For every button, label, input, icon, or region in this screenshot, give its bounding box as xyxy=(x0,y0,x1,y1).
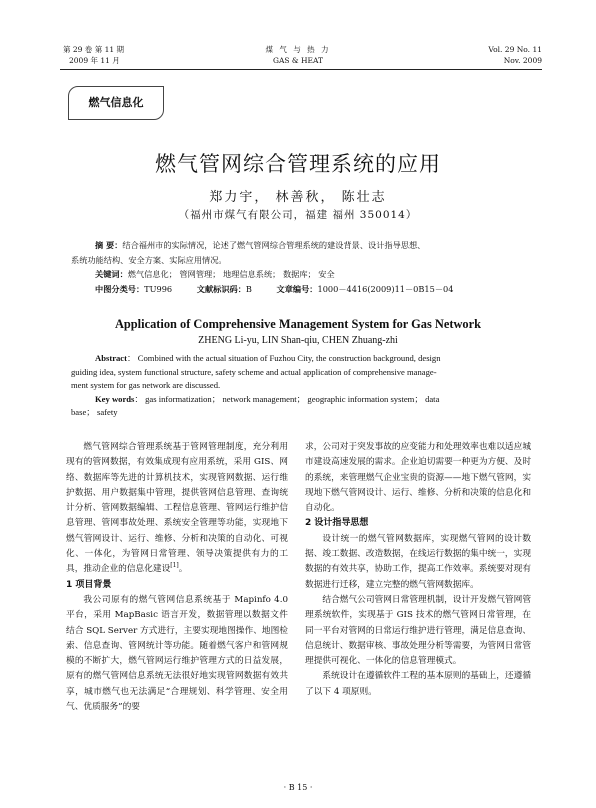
clc-label: 中图分类号： xyxy=(95,283,145,294)
keywords-cn-label: 关键词： xyxy=(95,269,128,279)
abstract-cn-text1: 结合福州市的实际情况，论述了燃气管网综合管理系统的建设背景、设计指导思想、 xyxy=(122,240,426,250)
body-left-column xyxy=(66,440,288,715)
section-heading-2: 2 设计指导思想 xyxy=(305,518,369,529)
paragraph xyxy=(66,440,288,578)
clc-value: TU996 xyxy=(144,283,173,294)
body-right-column xyxy=(305,440,531,700)
article-title-cn: 燃气管网综合管理系统的应用 xyxy=(155,152,441,176)
keywords-en-text2: base； safety xyxy=(71,407,118,417)
page-number: · B 15 · xyxy=(283,783,313,792)
header-rule xyxy=(60,69,542,70)
article-no-label: 文章编号： xyxy=(276,283,318,294)
classification-line xyxy=(71,282,521,297)
paragraph: 系统设计在遵循软件工程的基本原则的基础上，还遵循了以下 4 项原则。 xyxy=(305,671,531,697)
paragraph: 结合燃气公司管网日常管理机制，设计开发燃气管网管理系统软件，实现基于 GIS 技术的燃气管网日常管理，在同一平台对管网的日常运行维护进行管理，满足信息查询、信息统计、数据审核、事故处理分析等需要，为管网日常管理提供可视化、一体化的信息管理模式。 xyxy=(305,594,531,667)
abstract-cn xyxy=(71,238,521,296)
authors-cn: 郑力宇， 林善秋， 陈壮志 xyxy=(209,190,387,205)
paragraph: 我公司原有的燃气管网信息系统基于 Mapinfo 4.0 平台，采用 MapBasic 语言开发，数据管理以数据文件结合 SQL Server 方式进行，主要实现地图操作、地图检索、信息查询、管网统计等功能。随着燃气客户和管网规模的不断扩大，燃气管网运行维护管理方式的日益发展，原有的燃气管网信息系统无法很好地实现管网数据有效共享，城市燃气也无法满足“合理规划、科学管理、安全用气、优质服务”的要 xyxy=(66,594,288,713)
abstract-en-line1 xyxy=(71,352,521,366)
abstract-cn-label: 摘 要： xyxy=(95,240,123,250)
keywords-en-label: Key words xyxy=(95,393,135,404)
keywords-en-line xyxy=(71,393,521,407)
article-no-value: 1000－4416(2009)11－0B15－04 xyxy=(317,283,454,294)
journal-name-en: GAS & HEAT xyxy=(272,56,323,65)
section-heading-1: 1 项目背景 xyxy=(66,579,112,590)
header-volume-en xyxy=(488,44,542,66)
affiliation-cn: （福州市煤气有限公司，福建 福州 350014） xyxy=(178,209,418,221)
abstract-en-text3: ment system for gas network are discussed. xyxy=(71,380,221,390)
article-title-en: Application of Comprehensive Management System for Gas Network xyxy=(114,317,482,331)
keywords-en-text1: ： gas informatization； network management； geographic information system； data xyxy=(134,393,440,404)
doc-code-value: B xyxy=(245,283,252,294)
abstract-en-text2: guiding idea, system functional structure, safety scheme and actual application of comprehensive manage- xyxy=(71,366,437,377)
running-header xyxy=(0,0,596,72)
doc-code-label: 文献标识码： xyxy=(196,283,246,294)
keywords-cn: 燃气信息化； 管网管理； 地理信息系统； 数据库； 安全 xyxy=(127,269,335,279)
volume-issue-cn: 第 29 卷 第 11 期 xyxy=(63,45,125,54)
authors-en: ZHENG Li-yu, LIN Shan-qiu, CHEN Zhuang-zhi xyxy=(198,335,398,346)
paragraph-end: 。 xyxy=(178,564,188,575)
date-en: Nov. 2009 xyxy=(503,56,542,65)
abstract-en xyxy=(71,352,521,420)
paragraph: 求，公司对于突发事故的应变能力和处理效率也难以适应城市建设高速发展的需求。企业迫切需要一种更为方便、及时的系统，来管理燃气企业宝贵的资源——地下燃气管网，实现地下燃气管网设计、运行、维修、分析和决策的信息化和自动化。 xyxy=(305,442,531,514)
keywords-cn-line xyxy=(71,267,521,282)
abstract-en-text1: ： Combined with the actual situation of Fuzhou City, the construction background, design xyxy=(126,353,441,363)
citation-ref: [1] xyxy=(170,562,179,570)
abstract-cn-text2: 系统功能结构、安全方案、实际应用情况。 xyxy=(71,254,227,265)
paragraph-text: 燃气管网综合管理系统基于管网管理制度，充分利用现有的管网数据，有效集成现有应用系统，采用 GIS、网络、数据库等先进的计算机技术，实现管网数据、运行维护数据、用户数据集中管理，提供管网信息管理、查询统计分析、管网数据编辑、工程信息管理、管网运行维护信息管理、管网事故处理、系统安全管理等功能，实现地下燃气管网设计、运行、维修、分析和决策的自动化、可视化、一体化，为管网日常管理、领导决策提供有力的工具，推动企业的信息化建设 xyxy=(66,442,288,575)
abstract-cn-line1 xyxy=(71,238,521,253)
paragraph: 设计统一的燃气管网数据库，实现燃气管网的设计数据、竣工数据、改造数据，在线运行数据的集中统一，实现数据的有效共享，协助工作，提高工作效率。系统要对现有数据进行迁移，建立完整的燃气管网数据库。 xyxy=(305,533,531,590)
section-badge: 燃气信息化 xyxy=(68,86,164,120)
abstract-en-label: Abstract xyxy=(95,353,127,363)
volume-issue-en: Vol. 29 No. 11 xyxy=(488,45,542,54)
date-cn: 2009 年 11 月 xyxy=(69,56,120,65)
journal-name-cn: 煤 气 与 热 力 xyxy=(265,45,331,54)
